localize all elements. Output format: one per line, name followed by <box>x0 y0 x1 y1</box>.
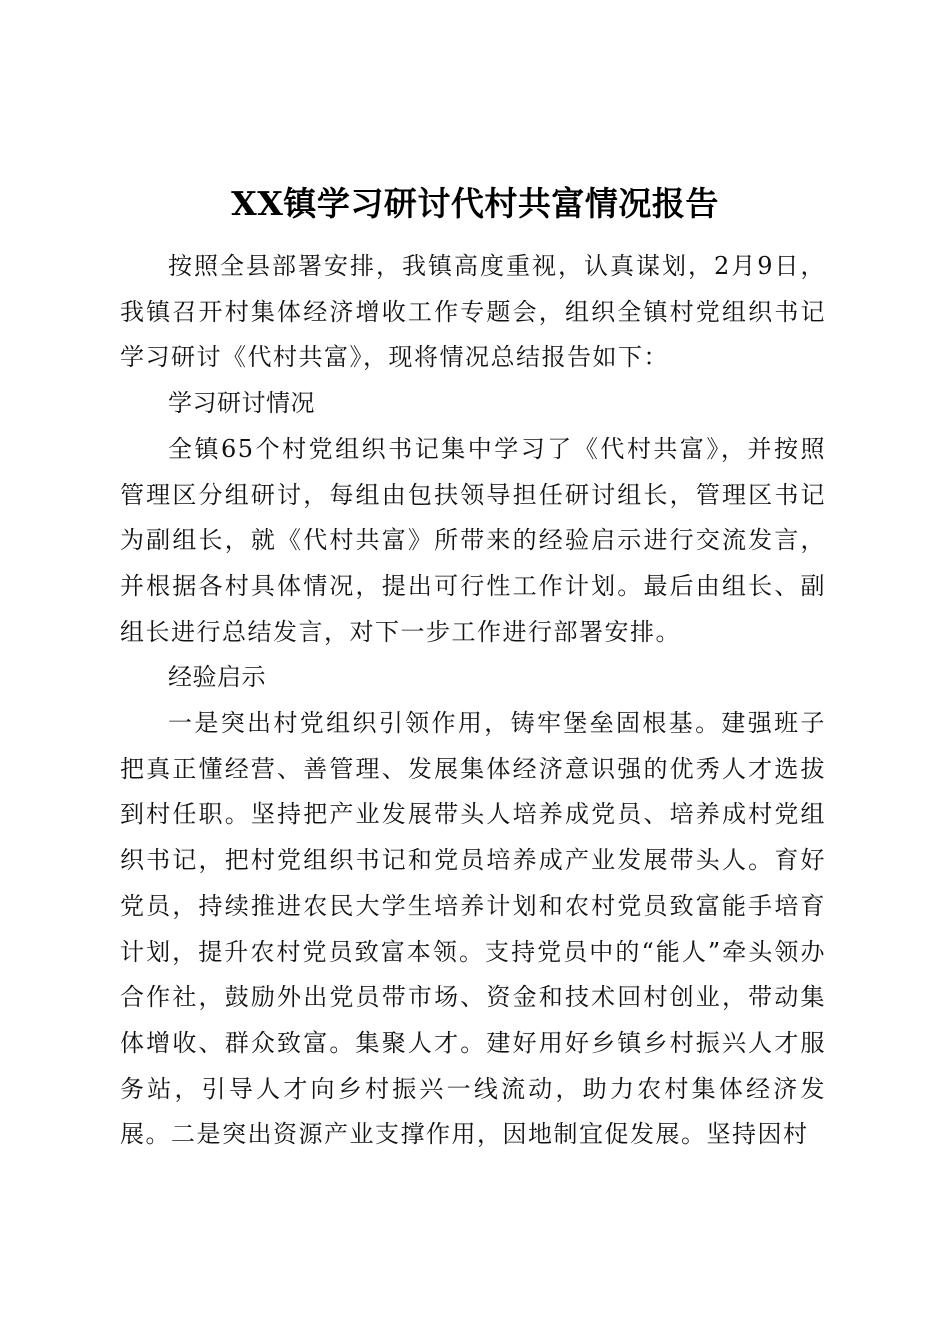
experience-paragraph: 一是突出村党组织引领作用，铸牢堡垒固根基。建强班子把真正懂经营、善管理、发展集体经济意识强的优秀人才选拔到村任职。坚持把产业发展带头人培养成党员、培养成村党组织书记，把村党组织书记和党员培养成产业发展带头人。育好党员，持续推进农民大学生培养计划和农村党员致富能手培育计划，提升农村党员致富本领。支持党员中的“能人”牵头领办合作社，鼓励外出党员带市场、资金和技术回村创业，带动集体增收、群众致富。集聚人才。建好用好乡镇乡村振兴人才服务站，引导人才向乡村振兴一线流动，助力农村集体经济发展。二是突出资源产业支撑作用，因地制宜促发展。坚持因村 <box>120 709 826 1149</box>
section-heading-study: 学习研讨情况 <box>168 389 315 418</box>
document-body <box>120 244 826 1158</box>
study-paragraph: 全镇65个村党组织书记集中学习了《代村共富》，并按照管理区分组研讨，每组由包扶领导担任研讨组长，管理区书记为副组长，就《代村共富》所带来的经验启示进行交流发言，并根据各村具体情况，提出可行性工作计划。最后由组长、副组长进行总结发言，对下一步工作进行部署安排。 <box>120 434 826 646</box>
section-heading-experience: 经验启示 <box>168 663 266 692</box>
intro-paragraph: 按照全县部署安排，我镇高度重视，认真谋划，2月9日，我镇召开村集体经济增收工作专题会，组织全镇村党组织书记学习研讨《代村共富》，现将情况总结报告如下： <box>120 252 826 372</box>
document-title: XX镇学习研讨代村共富情况报告 <box>231 184 719 223</box>
